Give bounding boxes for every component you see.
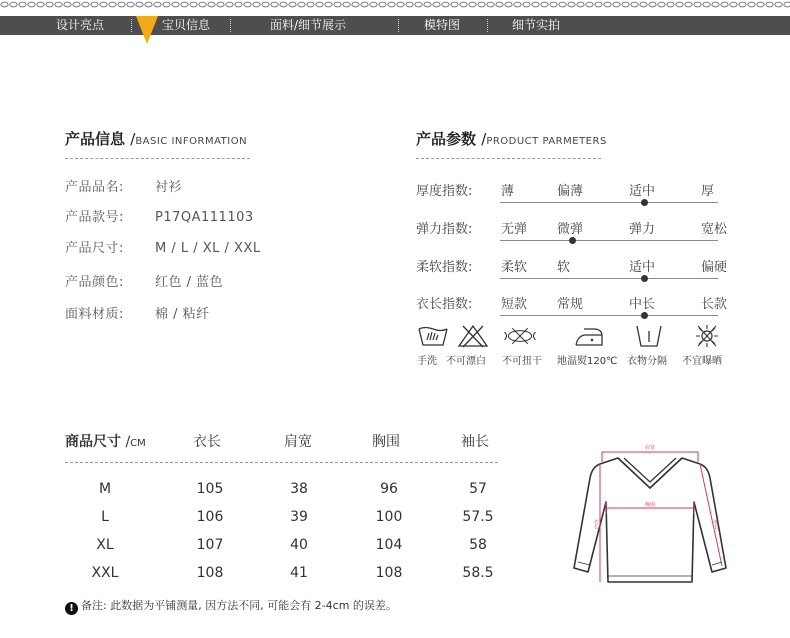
param-label: 厚度指数: bbox=[416, 184, 473, 199]
param-option: 无弹 bbox=[501, 222, 528, 237]
basic-info-subtitle: BASIC INFORMATION bbox=[135, 136, 248, 147]
top-chain-border bbox=[0, 0, 790, 9]
param-option: 薄 bbox=[501, 184, 515, 199]
info-label: 产品颜色: bbox=[65, 275, 124, 290]
diagram-label-chest: 胸围 bbox=[644, 502, 656, 508]
size-cell-value: 96 bbox=[380, 481, 398, 497]
size-cell-value: 105 bbox=[196, 481, 224, 497]
info-row-style-no bbox=[65, 206, 254, 225]
diagram-label-shoulder: 肩宽 bbox=[644, 445, 656, 451]
params-title bbox=[416, 128, 607, 149]
separate-wash-icon bbox=[632, 323, 666, 349]
title-slash: / bbox=[130, 130, 136, 148]
size-cell-value: 106 bbox=[196, 509, 224, 525]
diagram-label-length: 衣长 bbox=[593, 519, 599, 529]
param-scale-line bbox=[500, 240, 718, 241]
param-option: 柔软 bbox=[501, 260, 528, 275]
measure-note bbox=[65, 597, 397, 615]
size-table-divider bbox=[65, 462, 498, 463]
param-label: 弹力指数: bbox=[416, 222, 473, 237]
nav-separator bbox=[487, 19, 488, 32]
params-title-text: 产品参数 bbox=[416, 130, 477, 148]
care-label: 地温熨120℃ bbox=[557, 356, 618, 367]
info-label: 产品尺寸: bbox=[65, 241, 124, 256]
param-option: 常规 bbox=[557, 297, 584, 312]
nav-separator bbox=[230, 19, 231, 32]
size-col-shoulder: 肩宽 bbox=[284, 434, 312, 450]
param-scale-line bbox=[500, 202, 718, 203]
param-option: 短款 bbox=[501, 297, 528, 312]
param-option: 适中 bbox=[629, 184, 656, 199]
care-label: 手洗 bbox=[417, 356, 437, 367]
size-cell-value: 39 bbox=[290, 509, 308, 525]
care-label: 不宜曝晒 bbox=[682, 356, 722, 367]
param-scale-line bbox=[500, 278, 718, 279]
size-cell-value: 38 bbox=[290, 481, 308, 497]
param-option: 宽松 bbox=[701, 222, 728, 237]
size-col-chest: 胸围 bbox=[372, 434, 400, 450]
size-cell-value: 57 bbox=[469, 481, 487, 497]
param-option: 偏硬 bbox=[701, 260, 728, 275]
param-option: 微弹 bbox=[557, 222, 584, 237]
param-selected-dot bbox=[641, 199, 648, 206]
size-cell-value: 108 bbox=[375, 565, 403, 581]
param-selected-dot bbox=[641, 312, 648, 319]
param-option: 长款 bbox=[701, 297, 728, 312]
nav-bar bbox=[0, 16, 790, 35]
title-slash: / bbox=[481, 130, 487, 148]
diagram-label-sleeve: 袖长 bbox=[713, 519, 719, 529]
info-value: P17QA111103 bbox=[155, 210, 254, 225]
size-table-title-text: 商品尺寸 bbox=[65, 434, 121, 450]
param-option: 偏薄 bbox=[557, 184, 584, 199]
sweater-measure-diagram bbox=[570, 440, 730, 590]
size-cell-value: 58.5 bbox=[462, 565, 494, 581]
nav-separator bbox=[398, 19, 399, 32]
tab-model-photos[interactable]: 模特图 bbox=[424, 18, 461, 32]
low-iron-icon bbox=[572, 323, 606, 349]
care-label: 不可扭干 bbox=[502, 356, 542, 367]
basic-info-title-text: 产品信息 bbox=[65, 130, 126, 148]
param-selected-dot bbox=[641, 275, 648, 282]
param-option: 中长 bbox=[629, 297, 656, 312]
param-label: 柔软指数: bbox=[416, 260, 473, 275]
note-text: 备注: 此数据为平铺测量, 因方法不同, 可能会有 2-4cm 的误差。 bbox=[81, 599, 397, 612]
info-value: M / L / XL / XXL bbox=[155, 241, 261, 256]
info-row-name bbox=[65, 176, 182, 195]
no-wring-icon bbox=[503, 323, 537, 349]
size-cell-label: M bbox=[98, 481, 112, 497]
size-col-sleeve: 袖长 bbox=[461, 434, 489, 450]
title-slash: / bbox=[125, 434, 131, 450]
param-option: 适中 bbox=[629, 260, 656, 275]
size-table-unit: CM bbox=[130, 438, 146, 449]
size-cell-value: 57.5 bbox=[462, 509, 494, 525]
size-cell-label: XXL bbox=[91, 565, 119, 581]
info-label: 产品品名: bbox=[65, 180, 124, 195]
tab-detail-photos[interactable]: 细节实拍 bbox=[512, 18, 561, 32]
tab-fabric-details[interactable]: 面料/细节展示 bbox=[270, 18, 347, 32]
size-cell-label: XL bbox=[96, 537, 114, 553]
param-selected-dot bbox=[569, 237, 576, 244]
info-value: 棉 / 粘纤 bbox=[155, 307, 210, 322]
info-value: 衬衫 bbox=[155, 180, 183, 195]
no-bleach-icon bbox=[456, 323, 490, 349]
params-divider bbox=[416, 158, 601, 159]
param-option: 弹力 bbox=[629, 222, 656, 237]
tab-product-info[interactable]: 宝贝信息 bbox=[162, 18, 211, 32]
info-label: 产品款号: bbox=[65, 210, 124, 225]
size-cell-value: 100 bbox=[375, 509, 403, 525]
size-cell-value: 40 bbox=[290, 537, 308, 553]
size-cell-value: 108 bbox=[196, 565, 224, 581]
no-sun-dry-icon bbox=[690, 323, 724, 349]
info-label: 面料材质: bbox=[65, 307, 124, 322]
info-value: 红色 / 蓝色 bbox=[155, 275, 224, 290]
active-tab-arrow-icon bbox=[136, 16, 158, 44]
size-cell-label: L bbox=[101, 509, 109, 525]
basic-info-title bbox=[65, 128, 247, 149]
info-row-sizes bbox=[65, 237, 261, 256]
param-scale-line bbox=[500, 315, 718, 316]
params-subtitle: PRODUCT PARMETERS bbox=[486, 136, 607, 147]
param-label: 衣长指数: bbox=[416, 297, 473, 312]
warning-icon: ! bbox=[65, 602, 78, 615]
care-label: 衣物分隔 bbox=[627, 356, 667, 367]
param-option: 软 bbox=[557, 260, 571, 275]
size-cell-value: 107 bbox=[196, 537, 224, 553]
size-cell-value: 104 bbox=[375, 537, 403, 553]
nav-separator bbox=[131, 19, 132, 32]
size-table-title bbox=[65, 431, 146, 451]
param-option: 厚 bbox=[701, 184, 715, 199]
tab-design-highlights[interactable]: 设计亮点 bbox=[56, 18, 105, 32]
info-row-colors bbox=[65, 271, 223, 290]
size-cell-value: 58 bbox=[469, 537, 487, 553]
hand-wash-icon bbox=[416, 323, 450, 349]
basic-info-divider bbox=[65, 158, 250, 159]
info-row-material bbox=[65, 303, 210, 322]
size-col-length: 衣长 bbox=[193, 434, 221, 450]
size-cell-value: 41 bbox=[290, 565, 308, 581]
care-label: 不可漂白 bbox=[446, 356, 486, 367]
